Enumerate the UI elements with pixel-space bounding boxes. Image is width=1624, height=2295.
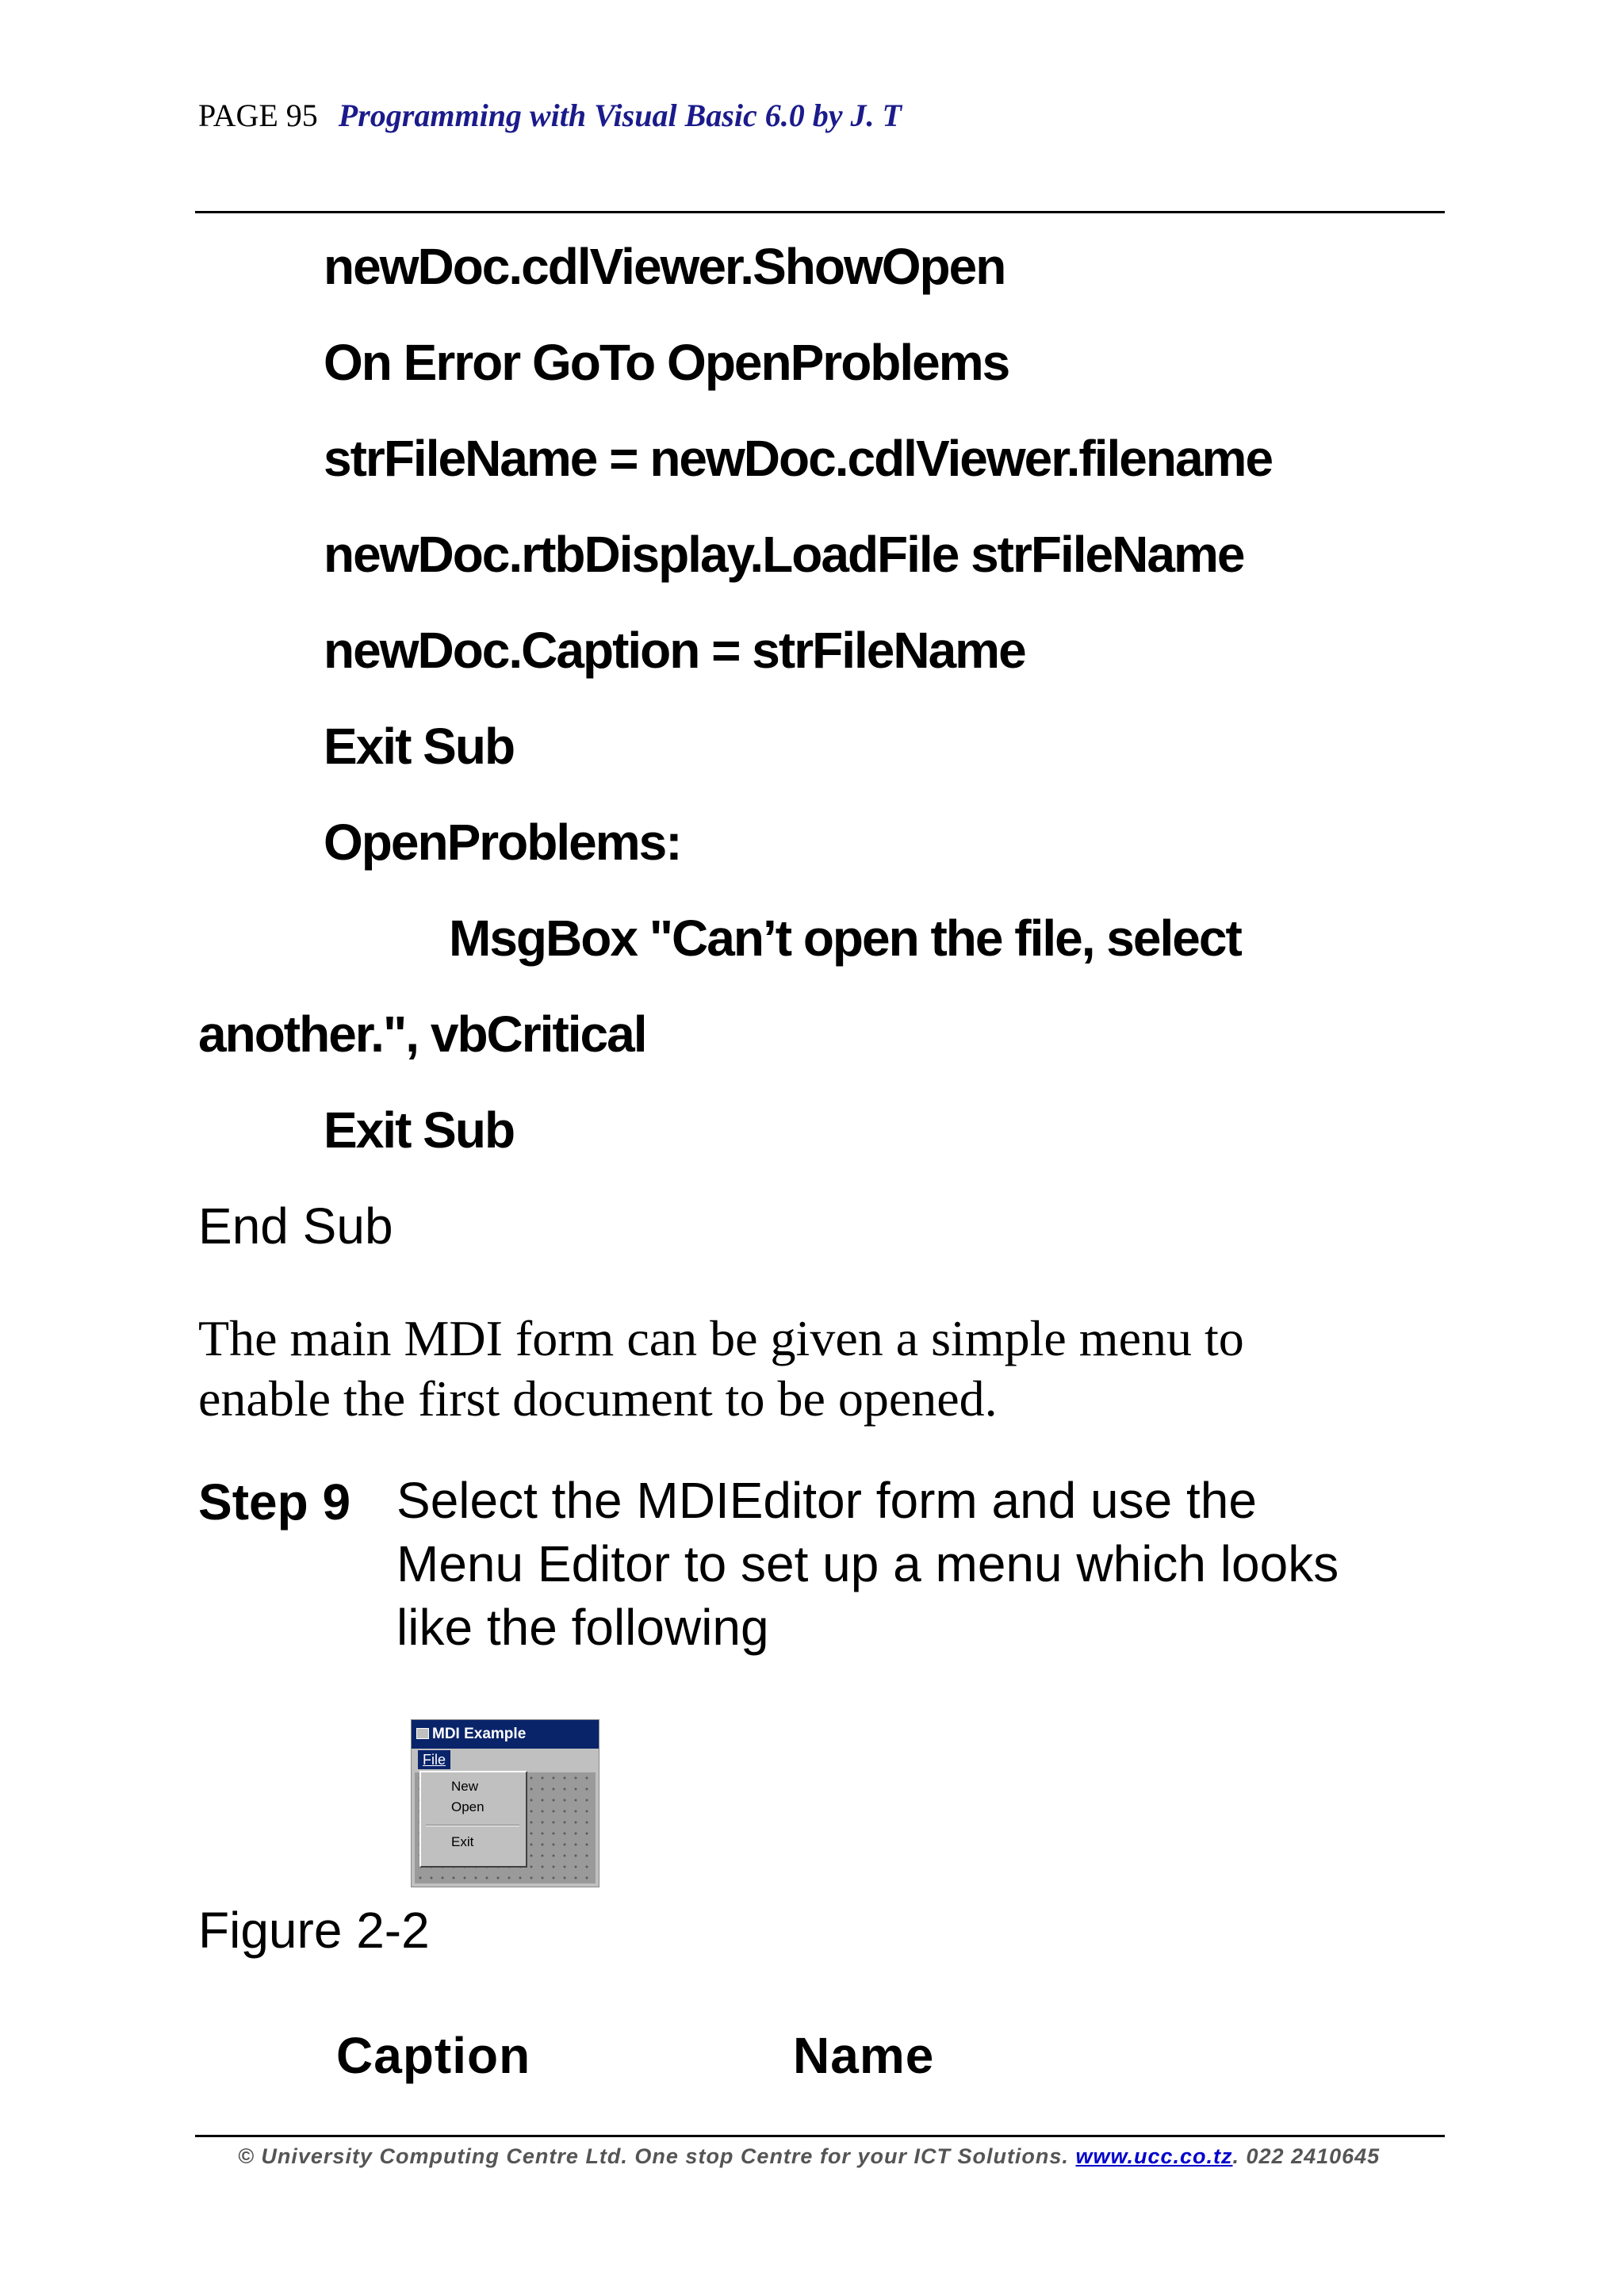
code-line-2: On Error GoTo OpenProblems — [324, 334, 1009, 391]
column-header-name: Name — [793, 2027, 935, 2084]
code-line-10: Exit Sub — [324, 1102, 515, 1159]
figure-menu-file: File — [418, 1750, 450, 1769]
header-rule — [195, 211, 1445, 213]
step-instructions — [396, 1469, 1339, 1659]
page-number: PAGE 95 — [198, 98, 318, 133]
figure-menu-separator — [426, 1825, 519, 1826]
code-line-9: another.", vbCritical — [198, 1006, 646, 1063]
paragraph-line-2: enable the first document to be opened. — [198, 1370, 998, 1427]
figure-caption: Figure 2-2 — [198, 1902, 430, 1959]
footer-text: © University Computing Centre Ltd. One stop Centre for your ICT Solutions. — [238, 2144, 1069, 2168]
footer-rule — [195, 2135, 1445, 2137]
code-line-5: newDoc.Caption = strFileName — [324, 622, 1025, 679]
code-end-sub: End Sub — [198, 1197, 393, 1255]
footer-phone: . 022 2410645 — [1232, 2144, 1381, 2168]
mdi-example-figure — [411, 1719, 599, 1887]
code-line-8: MsgBox "Can’t open the file, select — [449, 910, 1241, 967]
column-header-caption: Caption — [336, 2027, 531, 2084]
code-line-7: OpenProblems: — [324, 814, 681, 871]
step-line-1: Select the MDIEditor form and use the — [396, 1472, 1257, 1529]
code-line-1: newDoc.cdlViewer.ShowOpen — [324, 238, 1005, 295]
book-title: Programming with Visual Basic 6.0 by J. T — [338, 98, 902, 133]
window-app-icon — [416, 1728, 429, 1739]
footer-website-link[interactable]: www.ucc.co.tz — [1075, 2144, 1233, 2168]
page-footer — [238, 2144, 1380, 2169]
step-line-3: like the following — [396, 1599, 769, 1656]
paragraph-line-1: The main MDI form can be given a simple menu to — [198, 1310, 1244, 1366]
figure-menu-item-exit: Exit — [451, 1834, 474, 1849]
figure-menu-bar — [412, 1749, 599, 1771]
step-label: Step 9 — [198, 1473, 351, 1531]
figure-menu-item-open: Open — [451, 1799, 485, 1814]
page-header — [198, 97, 902, 134]
figure-window-titlebar — [412, 1720, 599, 1749]
code-line-3: strFileName = newDoc.cdlViewer.filename — [324, 430, 1273, 487]
figure-window-title: MDI Example — [432, 1726, 527, 1742]
code-line-4: newDoc.rtbDisplay.LoadFile strFileName — [324, 526, 1244, 583]
figure-menu-item-new: New — [451, 1779, 479, 1794]
figure-file-dropdown — [419, 1771, 527, 1868]
step-line-2: Menu Editor to set up a menu which looks — [396, 1535, 1339, 1592]
body-paragraph — [198, 1308, 1244, 1429]
code-line-6: Exit Sub — [324, 718, 515, 775]
